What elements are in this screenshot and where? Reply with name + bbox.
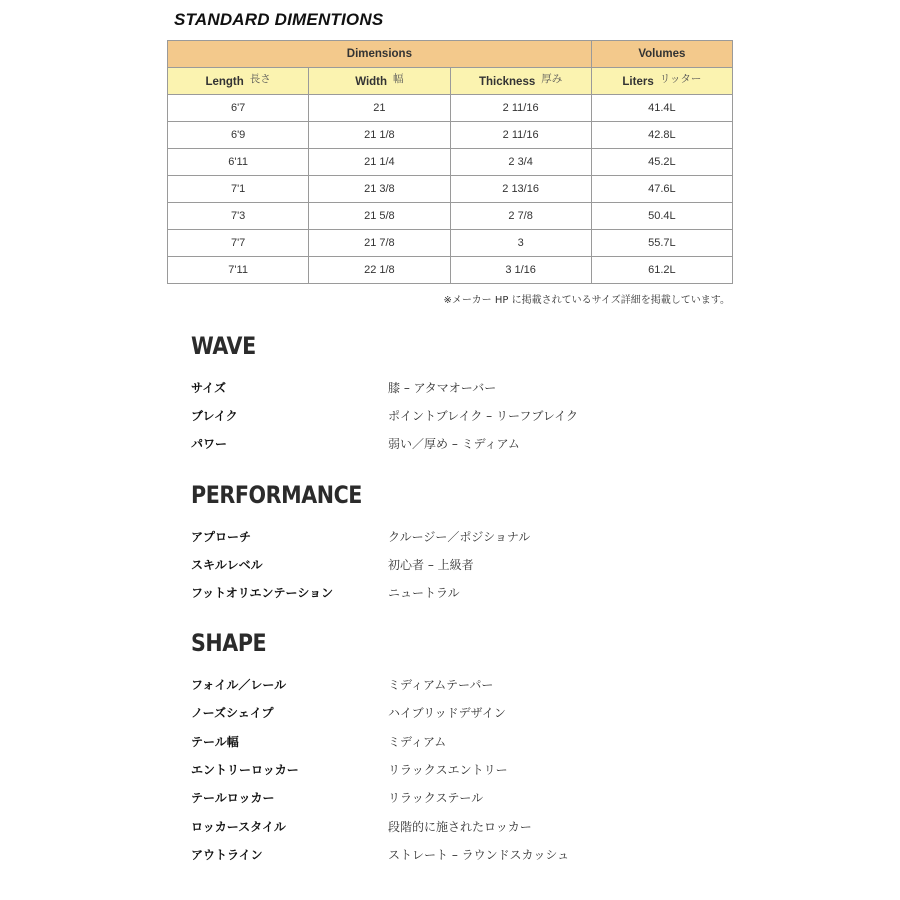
spec-label: テールロッカー: [191, 791, 275, 805]
column-header-width: [309, 68, 450, 95]
liters-cell: 55.7L: [591, 230, 732, 257]
spec-row: [191, 789, 711, 809]
spec-row: [191, 379, 711, 399]
column-header-liters: [591, 68, 732, 95]
liters-cell: 47.6L: [591, 176, 732, 203]
spec-value: 初心者 – 上級者: [388, 558, 474, 572]
spec-label: アプローチ: [191, 530, 252, 544]
spec-label: スキルレベル: [191, 558, 263, 572]
thickness-cell: 2 13/16: [450, 176, 591, 203]
wave-heading: WAVE: [191, 332, 256, 360]
table-row: [168, 203, 733, 230]
spec-row: [191, 407, 711, 427]
liters-cell: 45.2L: [591, 149, 732, 176]
spec-label: フォイル／レール: [191, 678, 287, 692]
spec-row: [191, 846, 711, 866]
spec-value: ミディアムテーパー: [388, 678, 494, 692]
table-row: [168, 122, 733, 149]
table-row: [168, 95, 733, 122]
width-cell: 21 5/8: [309, 203, 450, 230]
column-header-liters-en: Liters: [622, 75, 654, 88]
width-cell: 22 1/8: [309, 257, 450, 284]
spec-value: ポイントブレイク – リーフブレイク: [388, 409, 579, 423]
spec-row: [191, 761, 711, 781]
spec-value: 弱い／厚め – ミディアム: [388, 437, 520, 451]
spec-row: [191, 818, 711, 838]
table-row: [168, 257, 733, 284]
liters-cell: 50.4L: [591, 203, 732, 230]
spec-label: ロッカースタイル: [191, 820, 286, 834]
liters-cell: 41.4L: [591, 95, 732, 122]
table-row: [168, 176, 733, 203]
liters-cell: 42.8L: [591, 122, 732, 149]
spec-value: ミディアム: [388, 735, 447, 749]
spec-label: サイズ: [191, 381, 227, 395]
volumes-group-header: Volumes: [591, 41, 732, 68]
column-header-thickness-jp: 厚み: [541, 72, 563, 85]
spec-label: ノーズシェイプ: [191, 706, 274, 720]
performance-heading: PERFORMANCE: [191, 481, 362, 509]
column-header-length-en: Length: [205, 75, 244, 88]
column-header-length: [168, 68, 309, 95]
dimensions-table: [167, 40, 733, 284]
spec-label: テール幅: [191, 735, 239, 749]
thickness-cell: 2 7/8: [450, 203, 591, 230]
spec-label: フットオリエンテーション: [191, 586, 334, 600]
length-cell: 7'1: [168, 176, 309, 203]
column-header-width-en: Width: [355, 75, 388, 88]
spec-row: [191, 435, 711, 455]
group-header-row: [168, 41, 733, 68]
spec-value: ニュートラル: [388, 586, 460, 600]
spec-row: [191, 528, 711, 548]
column-header-thickness: [450, 68, 591, 95]
thickness-cell: 3 1/16: [450, 257, 591, 284]
length-cell: 7'3: [168, 203, 309, 230]
table-row: [168, 149, 733, 176]
thickness-cell: 2 11/16: [450, 95, 591, 122]
column-header-liters-jp: リッター: [659, 72, 702, 85]
length-cell: 6'9: [168, 122, 309, 149]
spec-label: エントリーロッカー: [191, 763, 299, 777]
width-cell: 21 1/4: [309, 149, 450, 176]
column-header-thickness-en: Thickness: [479, 75, 536, 88]
spec-value: 膝 – アタマオーバー: [388, 381, 497, 395]
spec-value: ハイブリッドデザイン: [388, 706, 506, 720]
thickness-cell: 2 3/4: [450, 149, 591, 176]
spec-value: クルージー／ポジショナル: [388, 530, 531, 544]
spec-value: リラックスエントリー: [388, 763, 508, 777]
width-cell: 21 1/8: [309, 122, 450, 149]
liters-cell: 61.2L: [591, 257, 732, 284]
column-header-length-jp: 長さ: [249, 72, 271, 85]
spec-value: ストレート – ラウンドスカッシュ: [388, 848, 570, 862]
spec-value: 段階的に施されたロッカー: [388, 820, 532, 834]
dimensions-group-header: Dimensions: [168, 41, 592, 68]
spec-value: リラックステール: [388, 791, 484, 805]
spec-row: [191, 676, 711, 696]
length-cell: 7'11: [168, 257, 309, 284]
table-row: [168, 230, 733, 257]
column-header-row: [168, 68, 733, 95]
length-cell: 7'7: [168, 230, 309, 257]
spec-row: [191, 733, 711, 753]
spec-label: パワー: [191, 437, 228, 451]
width-cell: 21 7/8: [309, 230, 450, 257]
shape-heading: SHAPE: [191, 629, 267, 657]
spec-row: [191, 556, 711, 576]
length-cell: 6'7: [168, 95, 309, 122]
thickness-cell: 2 11/16: [450, 122, 591, 149]
length-cell: 6'11: [168, 149, 309, 176]
spec-label: ブレイク: [191, 409, 238, 423]
spec-label: アウトライン: [191, 848, 263, 862]
thickness-cell: 3: [450, 230, 591, 257]
page-title: STANDARD DIMENTIONS: [174, 10, 384, 29]
width-cell: 21: [309, 95, 450, 122]
spec-row: [191, 704, 711, 724]
table-note: ※メーカー HP に掲載されているサイズ詳細を掲載しています。: [443, 295, 730, 306]
column-header-width-jp: 幅: [393, 72, 404, 85]
spec-row: [191, 584, 711, 604]
width-cell: 21 3/8: [309, 176, 450, 203]
